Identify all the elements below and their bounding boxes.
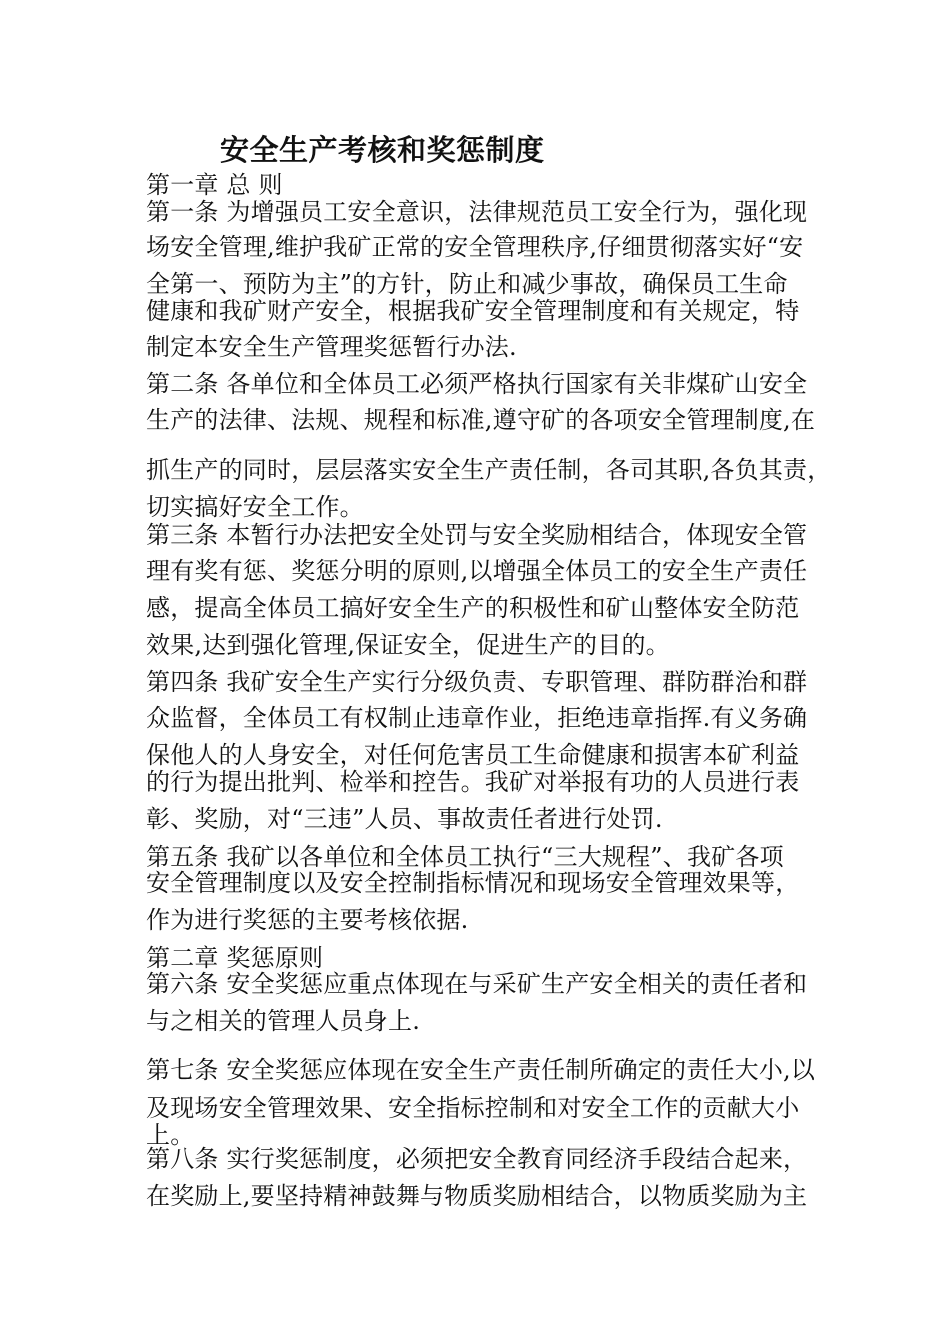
- text-line: 作为进行奖惩的主要考核依据.: [146, 906, 469, 934]
- text-line: 制定本安全生产管理奖惩暂行办法.: [146, 333, 517, 361]
- text-line: 保他人的人身安全，对任何危害员工生命健康和损害本矿利益: [146, 741, 800, 769]
- text-line: 理有奖有惩、奖惩分明的原则,以增强全体员工的安全生产责任: [146, 557, 808, 585]
- text-line: 第四条 我矿安全生产实行分级负责、专职管理、群防群治和群: [146, 668, 808, 696]
- chapter-heading-1: 第一章 总 则: [146, 171, 283, 199]
- text-line: 健康和我矿财产安全，根据我矿安全管理制度和有关规定，特: [146, 297, 800, 325]
- text-line: 安全管理制度以及安全控制指标情况和现场安全管理效果等，: [146, 869, 800, 897]
- text-line: 及现场安全管理效果、安全指标控制和对安全工作的贡献大小: [146, 1094, 800, 1122]
- text-line: 第二条 各单位和全体员工必须严格执行国家有关非煤矿山安全: [146, 370, 808, 398]
- text-line: 彰、奖励，对“三违”人员、事故责任者进行处罚.: [146, 805, 663, 833]
- text-line: 第七条 安全奖惩应体现在安全生产责任制所确定的责任大小,以: [146, 1056, 816, 1084]
- text-line: 第八条 实行奖惩制度，必须把安全教育同经济手段结合起来，: [146, 1145, 808, 1173]
- chapter-heading-2: 第二章 奖惩原则: [146, 944, 324, 972]
- text-line: 第一条 为增强员工安全意识，法律规范员工安全行为，强化现: [146, 198, 808, 226]
- text-line: 第五条 我矿以各单位和全体员工执行“三大规程”、我矿各项: [146, 843, 784, 871]
- text-line: 的行为提出批判、检举和控告。我矿对举报有功的人员进行表: [146, 768, 800, 796]
- text-line: 与之相关的管理人员身上.: [146, 1007, 421, 1035]
- text-line: 众监督，全体员工有权制止违章作业，拒绝违章指挥.有义务确: [146, 704, 808, 732]
- document-title: 安全生产考核和奖惩制度: [220, 133, 545, 167]
- text-line: 全第一、预防为主”的方针，防止和减少事故，确保员工生命: [146, 270, 788, 298]
- text-line: 第三条 本暂行办法把安全处罚与安全奖励相结合，体现安全管: [146, 521, 808, 549]
- text-line: 效果,达到强化管理,保证安全，促进生产的目的。: [146, 631, 670, 659]
- text-line: 切实搞好安全工作。: [146, 493, 364, 521]
- text-line: 抓生产的同时，层层落实安全生产责任制，各司其职,各负其责，: [146, 456, 832, 484]
- text-line: 生产的法律、法规、规程和标准,遵守矿的各项安全管理制度,在: [146, 406, 816, 434]
- text-line: 第六条 安全奖惩应重点体现在与采矿生产安全相关的责任者和: [146, 970, 808, 998]
- text-line: 感，提高全体员工搞好安全生产的积极性和矿山整体安全防范: [146, 594, 800, 622]
- text-line: 在奖励上,要坚持精神鼓舞与物质奖励相结合，以物质奖励为主: [146, 1182, 808, 1210]
- text-line: 上。: [146, 1121, 195, 1149]
- text-line: 场安全管理,维护我矿正常的安全管理秩序,仔细贯彻落实好“安: [146, 233, 804, 261]
